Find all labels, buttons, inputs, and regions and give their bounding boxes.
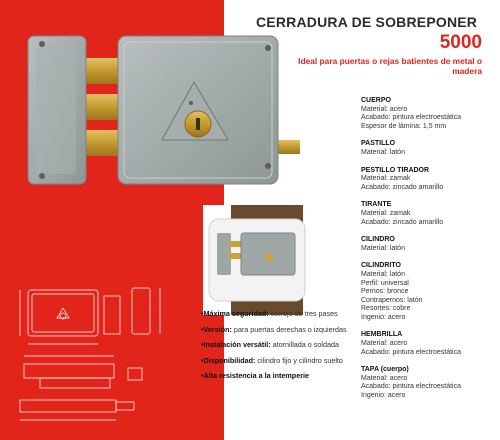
- spec-line: Material: acero: [361, 374, 408, 382]
- spec-block: [361, 366, 497, 400]
- spec-name: PESTILLO TIRADOR: [361, 166, 430, 174]
- spec-block: [361, 331, 497, 357]
- spec-block: [361, 236, 497, 253]
- spec-line: Resortes: cobre: [361, 305, 411, 313]
- installed-door-photo: [203, 205, 353, 315]
- spec-name: TIRANTE: [361, 201, 392, 209]
- spec-block: [361, 97, 497, 131]
- spec-name: TAPA (cuerpo): [361, 366, 409, 374]
- spec-line: Material: acero: [361, 105, 408, 113]
- spec-block: [361, 167, 497, 193]
- spec-line: Material: zamak: [361, 209, 411, 217]
- spec-line: Espesor de lámina: 1,5 mm: [361, 122, 447, 130]
- feature-item: [201, 310, 357, 319]
- spec-name: PASTILLO: [361, 140, 396, 148]
- spec-line: Contrapernos: latón: [361, 296, 423, 304]
- feature-text: para puertas derechas o izquierdas: [231, 324, 347, 334]
- spec-block: [361, 140, 497, 157]
- spec-line: Material: latón: [361, 244, 405, 252]
- feature-text: cerrojo de tres pases: [268, 309, 338, 318]
- feature-text: cilindro fijo y cilindro suelto: [255, 355, 343, 365]
- feature-label: •Disponibilidad:: [201, 355, 256, 365]
- spec-line: Acabado: pintura electroestática: [361, 114, 462, 122]
- spec-line: Perfil: universal: [361, 279, 409, 287]
- feature-item: [201, 357, 357, 366]
- spec-line: Material: acero: [361, 340, 408, 348]
- spec-name: CUERPO: [361, 97, 391, 104]
- spec-line: Acabado: pintura electroestática: [361, 348, 462, 356]
- tagline: Ideal para puertas o rejas batientes de metal o madera: [298, 56, 482, 76]
- feature-text: atornillada o soldada: [270, 340, 339, 350]
- spec-line: Material: latón: [361, 148, 405, 156]
- spec-name: CILINDRITO: [361, 262, 401, 270]
- feature-label: •Instalación versátil:: [201, 340, 271, 350]
- feature-item: [201, 326, 357, 335]
- spec-line: Material: latón: [361, 270, 405, 278]
- feature-item: [201, 341, 357, 350]
- spec-line: Ingenio: acero: [361, 313, 406, 321]
- lock-product-photo: [0, 0, 300, 210]
- spec-line: Material: zamak: [361, 175, 411, 183]
- spec-line: Pernos: bronce: [361, 288, 409, 296]
- spec-line: Acabado: pintura electroestática: [361, 383, 462, 391]
- technical-drawing: [0, 282, 200, 440]
- page-title: CERRADURA DE SOBREPONER: [256, 14, 478, 30]
- spec-list: [361, 97, 497, 410]
- feature-list: [201, 310, 357, 388]
- spec-name: HEMBRILLA: [361, 331, 403, 339]
- feature-label: •Alta resistencia a la intemperie: [201, 371, 309, 381]
- feature-item: [201, 372, 357, 381]
- spec-line: Acabado: zincado amarillo: [361, 218, 444, 226]
- feature-label: •Máxima seguridad:: [201, 309, 269, 318]
- model-number: 5000: [439, 32, 482, 53]
- spec-name: CILINDRO: [361, 236, 395, 244]
- spec-block: [361, 201, 497, 227]
- spec-line: Acabado: zincado amarillo: [361, 183, 444, 191]
- spec-block: [361, 262, 497, 322]
- feature-label: •Versión:: [201, 324, 232, 334]
- spec-line: Ingenio: acero: [361, 392, 406, 400]
